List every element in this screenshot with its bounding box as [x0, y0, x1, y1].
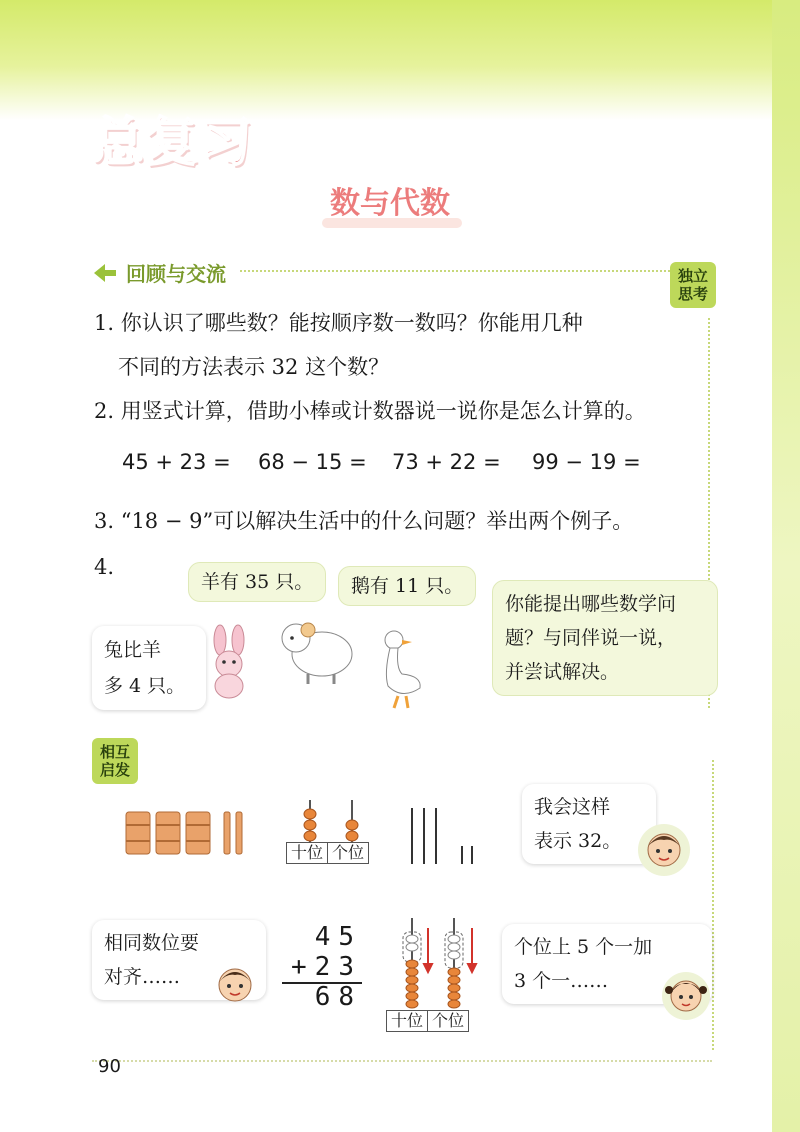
prompt-line-2: 题？与同伴说一说，: [505, 627, 677, 649]
review-divider: [240, 270, 670, 272]
girl-avatar: [660, 966, 712, 1024]
prompt-line-1: 你能提出哪些数学问: [505, 593, 677, 615]
place-value-labels-1: [286, 842, 369, 864]
boy-line-1: 我会这样: [534, 796, 611, 818]
rabbit-line-1: 兔比羊: [104, 639, 162, 661]
addend-1: 45: [314, 922, 362, 952]
question-2: 2. 用竖式计算，借助小棒或计数器说一说你是怎么计算的。: [94, 399, 646, 423]
sum: 68: [314, 982, 362, 1012]
problem-prompt-bubble: [492, 580, 718, 696]
page-edge-strip: [772, 0, 800, 1132]
boy-avatar: [636, 820, 692, 880]
bottom-divider: [92, 1060, 712, 1062]
page-number: 90: [98, 1056, 121, 1077]
boy-line-2: 表示 32。: [534, 830, 622, 852]
sheep-count-bubble: 羊有 35 只。: [188, 562, 326, 602]
rabbit-compare-bubble: [92, 626, 206, 710]
girl-line-2: 3 个一……: [514, 970, 609, 992]
question-4-number: 4.: [94, 555, 115, 579]
mutual-inspiration-tag: 相互 启发: [92, 738, 138, 784]
sheep-icon: [272, 612, 358, 688]
tally-lines-icon: [404, 806, 484, 866]
page-title: 总复习: [92, 113, 255, 173]
question-1-line-1: 1. 你认识了哪些数？能按顺序数一数吗？你能用几种: [94, 311, 583, 335]
equation-3: 73 + 22 =: [392, 450, 501, 474]
abacus-32-icon: [288, 798, 378, 846]
boy-avatar-2: [210, 958, 260, 1012]
equation-1: 45 + 23 =: [122, 450, 231, 474]
independent-thinking-tag: 独立 思考: [670, 262, 716, 308]
rabbit-icon: [200, 624, 260, 700]
review-heading: [92, 258, 226, 287]
ones-label: 个位: [327, 843, 368, 863]
inspire-bracket: [712, 760, 714, 1050]
geese-count-bubble: 鹅有 11 只。: [338, 566, 476, 606]
diamond-arrow-icon: [92, 262, 118, 284]
girl-line-1: 个位上 5 个一加: [514, 936, 653, 958]
section-title: 数与代数: [330, 186, 450, 221]
vertical-addition: [282, 922, 362, 1012]
place-value-labels-2: [386, 1010, 469, 1032]
sum-rule: [282, 982, 362, 1014]
goose-icon: [372, 628, 428, 712]
tens-label-2: 十位: [391, 1011, 424, 1030]
question-1-line-2: 不同的方法表示 32 这个数？: [118, 355, 390, 379]
review-label: 回顾与交流: [126, 262, 226, 286]
prompt-line-3: 并尝试解决。: [505, 661, 620, 683]
equation-2: 68 − 15 =: [258, 450, 367, 474]
abacus-addition-icon: [390, 914, 490, 1010]
align-line-1: 相同数位要: [104, 932, 200, 954]
align-line-2: 对齐……: [104, 966, 181, 988]
tens-label: 十位: [291, 843, 324, 862]
ones-label-2: 个位: [427, 1011, 468, 1031]
bundled-sticks-icon: [124, 808, 254, 858]
rabbit-line-2: 多 4 只。: [104, 675, 186, 697]
addend-2: +23: [291, 952, 362, 982]
equation-4: 99 − 19 =: [532, 450, 641, 474]
question-3: 3. “18 − 9”可以解决生活中的什么问题？举出两个例子。: [94, 509, 634, 533]
